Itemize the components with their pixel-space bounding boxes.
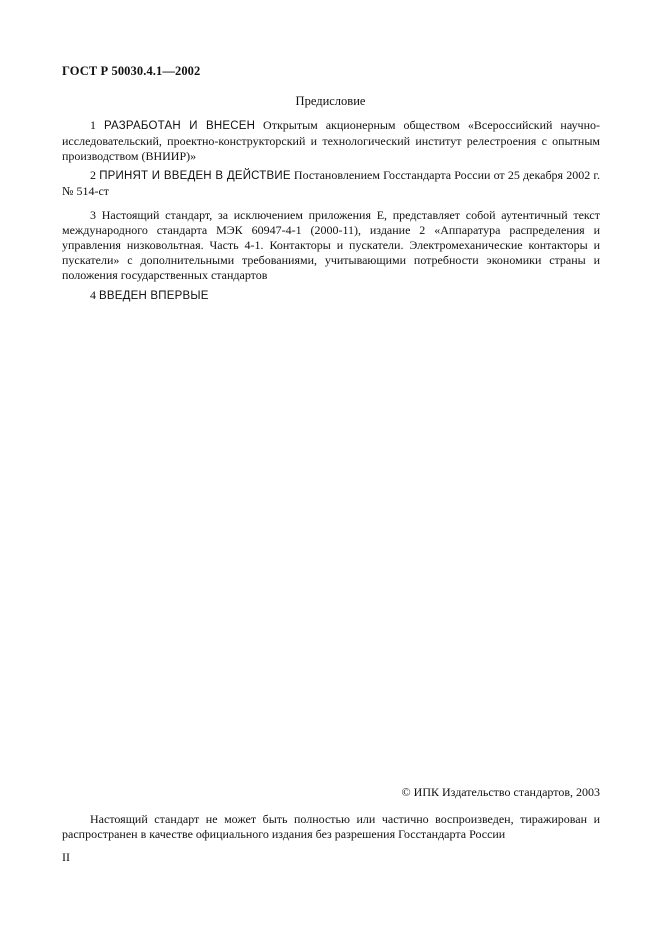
item-caps-heading: ПРИНЯТ И ВВЕДЕН В ДЕЙСТВИЕ (99, 170, 291, 182)
foreword-item-2 (62, 168, 600, 199)
item-number: 3 (90, 208, 96, 222)
item-text: Открытым акционерным обществом «Всероссийский научно-исследовательский, проектно-конструкторский и технологический институт релестроения с опытным производством (ВНИИР)» (62, 118, 600, 163)
item-number: 4 (90, 288, 96, 302)
item-caps-heading: ВВЕДЕН ВПЕРВЫЕ (99, 290, 209, 302)
page-number: II (62, 850, 70, 864)
foreword-item-1 (62, 118, 600, 164)
item-text: Постановлением Госстандарта России от 25 декабря 2002 г. № 514-ст (62, 168, 600, 198)
item-number: 2 (90, 168, 96, 182)
reproduction-notice: Настоящий стандарт не может быть полностью или частично воспроизведен, тиражирован и распространен в качестве официального издания без разрешения Госстандарта России (62, 812, 600, 841)
foreword-item-3 (62, 208, 600, 283)
item-caps-heading: РАЗРАБОТАН И ВНЕСЕН (103, 120, 256, 132)
foreword-item-4 (62, 288, 600, 304)
item-text: Настоящий стандарт, за исключением приложения Е, представляет собой аутентичный текст международного стандарта МЭК 60947-4-1 (2000-11), издание 2 «Аппаратура распределения и управления низковольтная. Часть 4-1. Контакторы и пускатели. Электромеханические контакторы и пускатели» с дополнительными требованиями, учитывающими потребности экономики страны и положения государственных стандартов (62, 208, 600, 282)
copyright-notice: © ИПК Издательство стандартов, 2003 (401, 785, 600, 799)
document-code: ГОСТ Р 50030.4.1—2002 (62, 64, 201, 78)
item-number: 1 (90, 118, 96, 132)
foreword-title: Предисловие (295, 94, 366, 108)
